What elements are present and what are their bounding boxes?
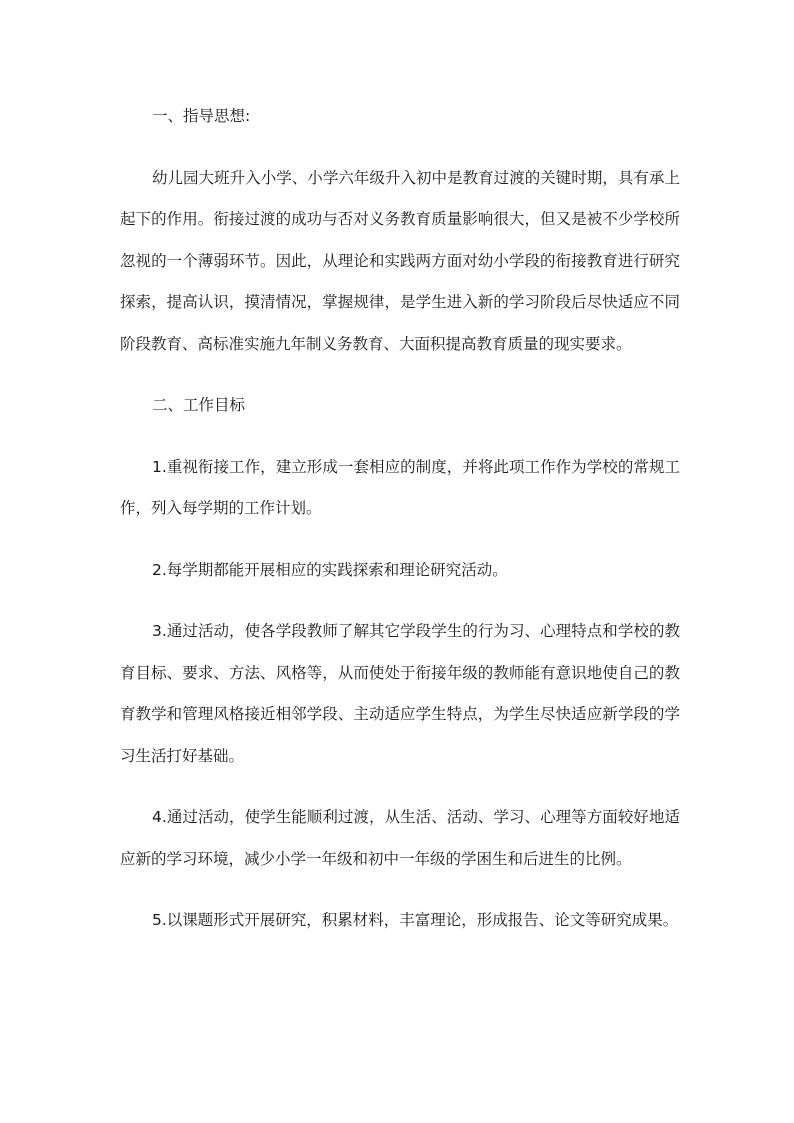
document-body [120, 96, 680, 942]
goal-item-2: 2.每学期都能开展相应的实践探索和理论研究活动。 [152, 560, 508, 579]
goal-item-5: 5.以课题形式开展研究，积累材料，丰富理论，形成报告、论文等研究成果。 [152, 911, 679, 929]
goal-item-4: 4.通过活动，使学生能顺利过渡，从生活、活动、学习、心理等方面较好地适应新的学习环境，减少小学一年级和初中一年级的学困生和后进生的比例。 [120, 808, 680, 868]
section-heading-work-goals: 二、工作目标 [152, 396, 246, 414]
paragraph-guiding-thought: 幼儿园大班升入小学、小学六年级升入初中是教育过渡的关键时期，具有承上起下的作用。衔接过渡的成功与否对义务教育质量影响很大，但又是被不少学校所忽视的一个薄弱环节。因此，从理论和实践两方面对幼小学段的衔接教育进行研究探索，提高认识，摸清情况，掌握规律，是学生进入新的学习阶段后尽快适应不同阶段教育、高标准实施九年制义务教育、大面积提高教育质量的现实要求。 [120, 168, 680, 353]
goal-item-1: 1.重视衔接工作，建立形成一套相应的制度，并将此项工作作为学校的常规工作，列入每学期的工作计划。 [120, 457, 680, 517]
goal-item-3: 3.通过活动，使各学段教师了解其它学段学生的行为习、心理特点和学校的教育目标、要求、方法、风格等，从而使处于衔接年级的教师能有意识地使自己的教育教学和管理风格接近相邻学段、主动适应学生特点，为学生尽快适应新学段的学习生活打好基础。 [120, 622, 680, 765]
section-heading-guiding-thought: 一、指导思想: [152, 107, 251, 125]
